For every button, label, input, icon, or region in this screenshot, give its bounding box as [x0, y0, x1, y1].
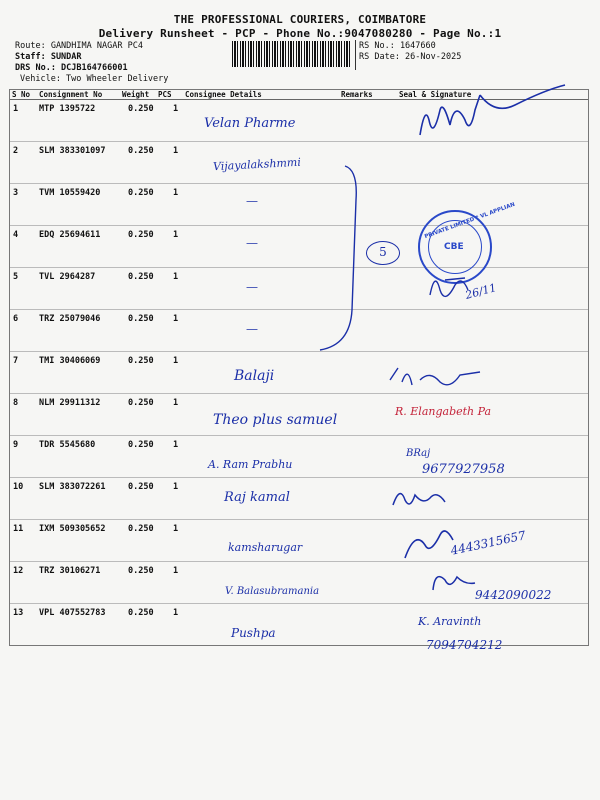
row-pcs: 1: [173, 440, 179, 450]
handwritten-consignee: —: [246, 280, 258, 294]
row-pcs: 1: [173, 146, 179, 156]
handwritten-consignee: Velan Pharme: [204, 116, 296, 131]
signature-row-13-name: K. Aravinth: [418, 615, 482, 628]
row-weight: 0.250: [128, 272, 154, 282]
row-consignment: NLM 29911312: [39, 398, 101, 408]
row-pcs: 1: [173, 314, 179, 324]
row-pcs: 1: [173, 524, 179, 534]
handwritten-consignee: —: [246, 194, 258, 208]
row-sno: 4: [13, 230, 19, 240]
row-consignment: TMI 30406069: [39, 356, 101, 366]
row-pcs: 1: [173, 608, 179, 618]
col-remarks: Remarks: [341, 90, 373, 99]
signature-row-10: [385, 480, 465, 515]
staff-label: Staff: SUNDAR: [15, 52, 82, 62]
row-pcs: 1: [173, 356, 179, 366]
row-consignment: EDQ 25694611: [39, 230, 101, 240]
header-divider: [355, 40, 356, 70]
col-consignee: Consignee Details: [185, 90, 262, 99]
row-sno: 9: [13, 440, 19, 450]
row-weight: 0.250: [128, 566, 154, 576]
table-row: [10, 477, 588, 520]
col-weight: Weight: [122, 90, 150, 99]
handwritten-consignee: A. Ram Prabhu: [208, 458, 293, 471]
handwritten-consignee: Theo plus samuel: [213, 412, 338, 428]
row-weight: 0.250: [128, 356, 154, 366]
handwritten-consignee: kamsharugar: [228, 541, 303, 554]
signature-row-8: R. Elangabeth Pa: [395, 405, 492, 418]
signature-row-7: [380, 360, 500, 395]
row-consignment: TVL 2964287: [39, 272, 96, 282]
vehicle-label: Vehicle: Two Wheeler Delivery: [20, 74, 169, 84]
row-sno: 6: [13, 314, 19, 324]
row-pcs: 1: [173, 104, 179, 114]
signature-row-4: [420, 260, 510, 310]
row-sno: 2: [13, 146, 19, 156]
row-consignment: VPL 407552783: [39, 608, 106, 618]
row-sno: 7: [13, 356, 19, 366]
signature-row-1: [395, 80, 575, 150]
row-weight: 0.250: [128, 524, 154, 534]
row-consignment: MTP 1395722: [39, 104, 96, 114]
table-row: [10, 351, 588, 394]
route-label: Route: GANDHIMA NAGAR PC4: [15, 41, 143, 51]
circled-count: 5: [366, 241, 400, 265]
row-weight: 0.250: [128, 440, 154, 450]
row-consignment: IXM 509305652: [39, 524, 106, 534]
signature-row-13-phone: 7094704212: [426, 638, 503, 652]
row-consignment: TVM 10559420: [39, 188, 101, 198]
rs-date: RS Date: 26-Nov-2025: [359, 52, 462, 62]
row-sno: 10: [13, 482, 24, 492]
row-pcs: 1: [173, 272, 179, 282]
row-sno: 1: [13, 104, 19, 114]
row-sno: 8: [13, 398, 19, 408]
row-consignment: SLM 383301097: [39, 146, 106, 156]
row-pcs: 1: [173, 398, 179, 408]
seal-ring-text: PRIVATE LIMITED * VL APPLIAN: [423, 201, 516, 241]
table-row: [10, 183, 588, 226]
row-pcs: 1: [173, 566, 179, 576]
row-weight: 0.250: [128, 146, 154, 156]
runsheet-table: [9, 89, 589, 646]
handwritten-consignee: Raj kamal: [224, 490, 290, 505]
table-row: [10, 309, 588, 352]
signature-row-12-phone: 9442090022: [475, 588, 552, 602]
row-pcs: 1: [173, 482, 179, 492]
row-weight: 0.250: [128, 482, 154, 492]
handwritten-consignee: Vijayalakshmmi: [212, 155, 302, 174]
row-sno: 11: [13, 524, 24, 534]
row-weight: 0.250: [128, 398, 154, 408]
handwritten-consignee: V. Balasubramania: [225, 586, 320, 597]
col-seal: Seal & Signature: [399, 90, 472, 99]
rs-number: RS No.: 1647660: [359, 41, 436, 51]
handwritten-consignee: —: [246, 322, 258, 336]
seal-center-text: CBE: [444, 242, 464, 252]
row-consignment: TRZ 25079046: [39, 314, 101, 324]
row-sno: 12: [13, 566, 24, 576]
row-sno: 5: [13, 272, 19, 282]
col-consignment: Consignment No: [39, 90, 103, 99]
handwritten-consignee: Balaji: [234, 368, 275, 384]
row-consignment: TRZ 30106271: [39, 566, 101, 576]
company-title: THE PROFESSIONAL COURIERS, COIMBATORE: [173, 13, 427, 26]
drs-number: DRS No.: DCJB164766001: [15, 63, 128, 73]
barcode: [232, 41, 350, 67]
row-weight: 0.250: [128, 188, 154, 198]
row-pcs: 1: [173, 188, 179, 198]
bracket-mark: [300, 160, 370, 360]
row-consignment: SLM 383072261: [39, 482, 106, 492]
row-weight: 0.250: [128, 104, 154, 114]
row-sno: 13: [13, 608, 24, 618]
signature-row-11-phone: 4443315657: [449, 528, 527, 558]
col-pcs: PCS: [158, 90, 172, 99]
row-consignment: TDR 5545680: [39, 440, 96, 450]
runsheet-subtitle: Delivery Runsheet - PCP - Phone No.:9047080280 - Page No.:1: [98, 27, 502, 40]
handwritten-consignee: Pushpa: [231, 626, 276, 640]
col-sno: S No: [12, 90, 31, 99]
signature-row-9-name: BRaj: [406, 448, 431, 459]
row-weight: 0.250: [128, 230, 154, 240]
row-weight: 0.250: [128, 314, 154, 324]
row-sno: 3: [13, 188, 19, 198]
signature-row-9-phone: 9677927958: [422, 462, 505, 477]
row-pcs: 1: [173, 230, 179, 240]
handwritten-consignee: —: [246, 236, 258, 250]
row-weight: 0.250: [128, 608, 154, 618]
signature-date: 26/11: [463, 281, 498, 302]
